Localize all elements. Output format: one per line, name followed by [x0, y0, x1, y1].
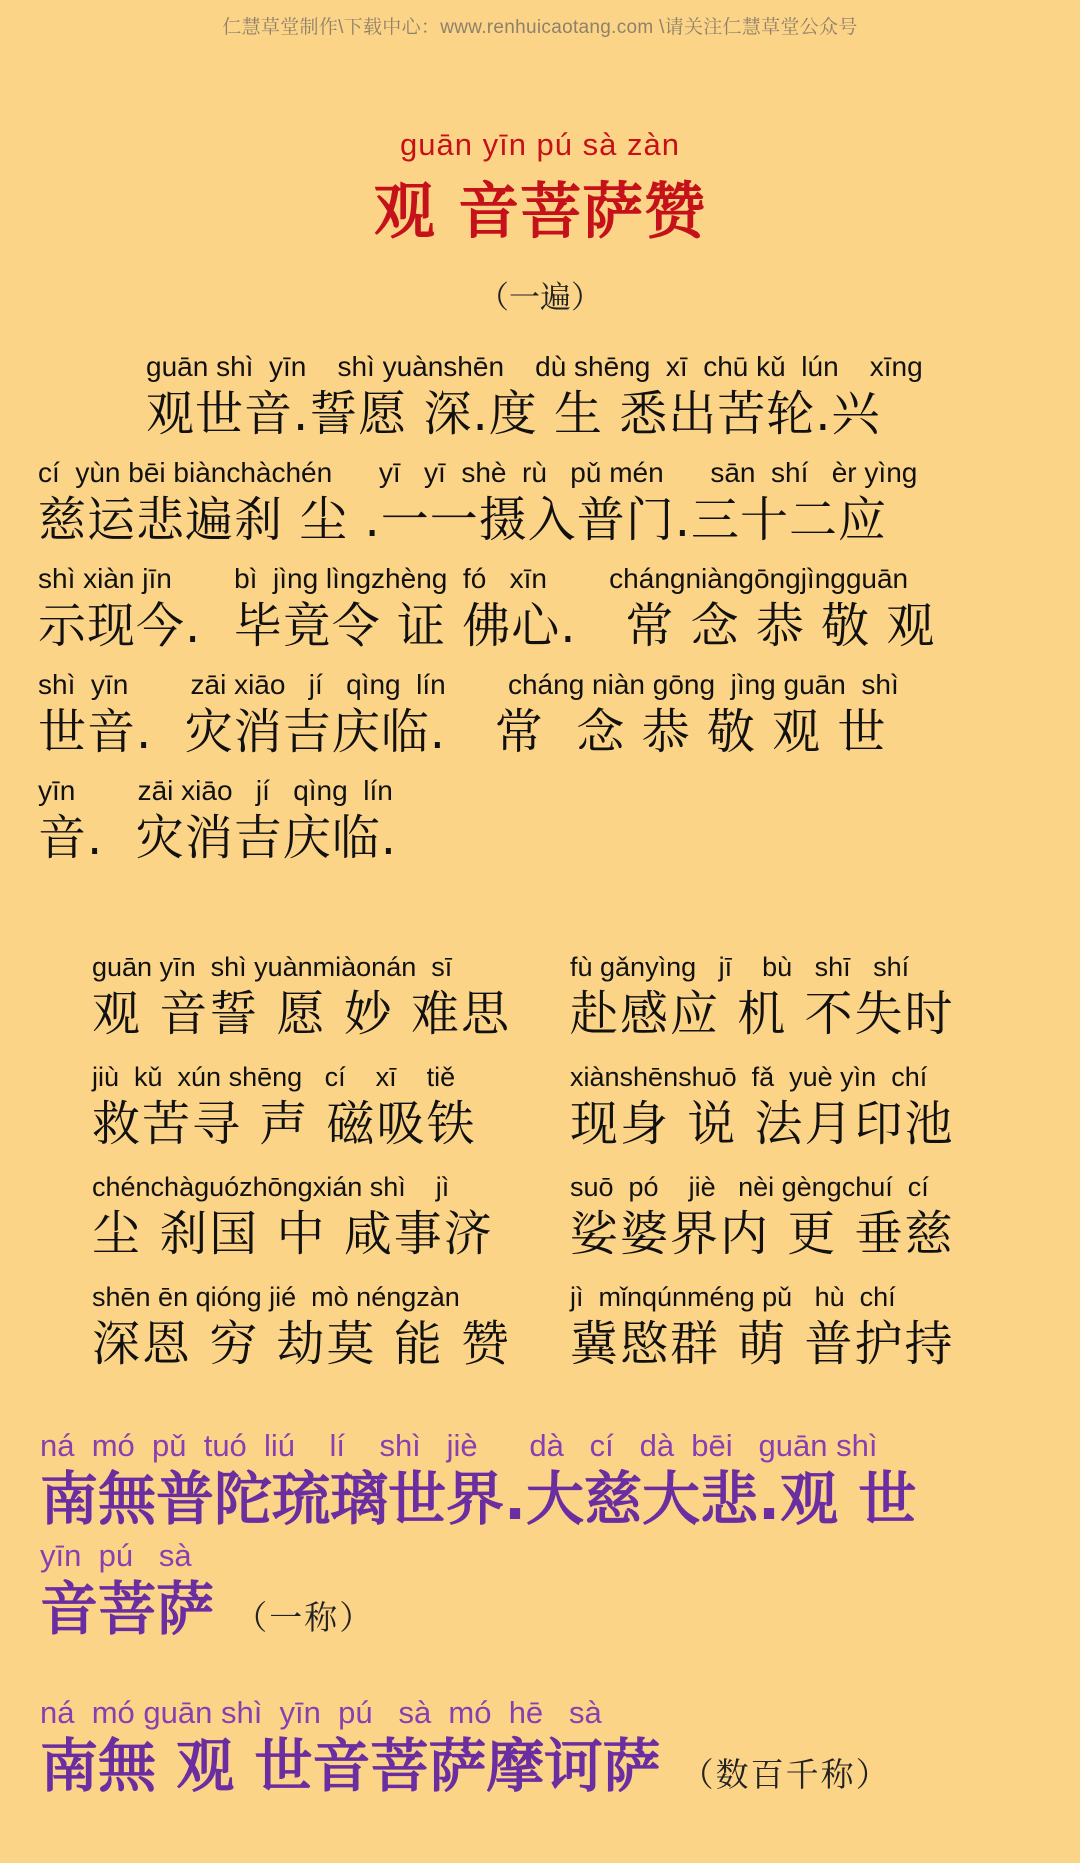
praise-line-pinyin: yīn zāi xiāo jí qìng lín	[38, 775, 393, 806]
verse-line-pinyin: xiànshēnshuō fǎ yuè yìn chí	[570, 1062, 928, 1092]
verse-line	[570, 950, 955, 1044]
verse-line	[92, 1170, 511, 1264]
praise-line	[38, 350, 1058, 444]
praise-line-text: 世音. 灾消吉庆临. 常 念 恭 敬 观 世	[38, 704, 887, 760]
praise-line	[38, 668, 1058, 762]
namo-count-note: （一称）	[234, 1598, 375, 1637]
verse-line-text: 深恩 穷 劫莫 能 赞	[92, 1316, 512, 1372]
header-watermark-note: 仁慧草堂制作\下载中心：www.renhuicaotang.com \请关注仁慧草堂公众号	[222, 17, 858, 38]
verse-line-pinyin: fù gǎnyìng jī bù shī shí	[570, 952, 910, 982]
verse-line-pinyin: jiù kǔ xún shēng cí xī tiě	[92, 1062, 456, 1092]
verse-line	[92, 950, 511, 1044]
praise-section	[38, 350, 1058, 868]
verse-line-text: 现身 说 法月印池	[570, 1096, 955, 1152]
praise-line-text: 慈运悲遍刹 尘 .一一摄入普门.三十二应	[38, 492, 888, 548]
namo-line-text: 南無普陀琉璃世界.大慈大悲.观 世	[40, 1465, 917, 1533]
praise-line-pinyin: guān shì yīn shì yuànshēn dù shēng xī chū kǔ lún xīng	[146, 351, 923, 382]
namo-line-text	[40, 1574, 1060, 1653]
title-pinyin: guān yīn pú sà zàn	[400, 127, 680, 162]
praise-line-pinyin: cí yùn bēi biànchàchén yī yī shè rù pǔ mén sān shí èr yìng	[38, 457, 918, 488]
verse-line-pinyin: jì mǐnqúnméng pǔ hù chí	[570, 1282, 896, 1312]
praise-line	[38, 562, 1058, 656]
praise-line	[38, 456, 1058, 550]
recitation-count-note: （一遍）	[478, 280, 602, 316]
namo-line-pinyin: yīn pú sà	[40, 1538, 192, 1573]
page-title: 观 音菩萨赞	[373, 176, 707, 247]
verse-line-pinyin: chénchàguózhōngxián shì jì	[92, 1172, 450, 1202]
verse-line-pinyin: guān yīn shì yuànmiàonán sī	[92, 952, 453, 982]
verse-line-text: 娑婆界内 更 垂慈	[570, 1206, 955, 1262]
namo-count-note: （数百千称）	[680, 1755, 891, 1794]
praise-line	[38, 774, 1058, 868]
verse-line	[92, 1060, 511, 1154]
namo-line	[40, 1695, 1060, 1810]
verse-left-column	[92, 950, 511, 1374]
verse-line	[570, 1280, 955, 1374]
verse-line-text: 救苦寻 声 磁吸铁	[92, 1096, 477, 1152]
verse-line	[570, 1060, 955, 1154]
namo-line	[40, 1538, 1060, 1653]
namo-name-text: 音菩萨	[40, 1575, 215, 1643]
namo-line	[40, 1428, 1060, 1534]
praise-line-text: 观世音.誓愿 深.度 生 悉出苦轮.兴	[146, 386, 881, 442]
praise-line-text: 音. 灾消吉庆临.	[38, 810, 398, 866]
verse-line-text: 尘 刹国 中 咸事济	[92, 1206, 494, 1262]
verse-line-pinyin: suō pó jiè nèi gèngchuí cí	[570, 1172, 929, 1202]
verse-right-column	[570, 950, 955, 1374]
verse-line-text: 冀愍群 萌 普护持	[570, 1316, 955, 1372]
namo-invocation-2	[40, 1695, 1060, 1810]
namo-name-text: 南無 观 世音菩萨摩诃萨	[40, 1732, 661, 1800]
verse-line-text: 赴感应 机 不失时	[570, 986, 955, 1042]
namo-line-pinyin: ná mó guān shì yīn pú sà mó hē sà	[40, 1695, 602, 1730]
namo-line-pinyin: ná mó pǔ tuó liú lí shì jiè dà cí dà bēi guān shì	[40, 1428, 878, 1463]
namo-invocation-1	[40, 1428, 1060, 1653]
verse-line	[570, 1170, 955, 1264]
praise-line-pinyin: shì yīn zāi xiāo jí qìng lín cháng niàn gōng jìng guān shì	[38, 669, 899, 700]
praise-line-text: 示现今. 毕竟令 证 佛心. 常 念 恭 敬 观	[38, 598, 936, 654]
verse-line-text: 观 音誓 愿 妙 难思	[92, 986, 512, 1042]
verse-line-pinyin: shēn ēn qióng jié mò néngzàn	[92, 1282, 460, 1312]
verse-line	[92, 1280, 511, 1374]
namo-line-text	[40, 1731, 1060, 1810]
praise-line-pinyin: shì xiàn jīn bì jìng lìngzhèng fó xīn chángniàngōngjìngguān	[38, 563, 909, 594]
